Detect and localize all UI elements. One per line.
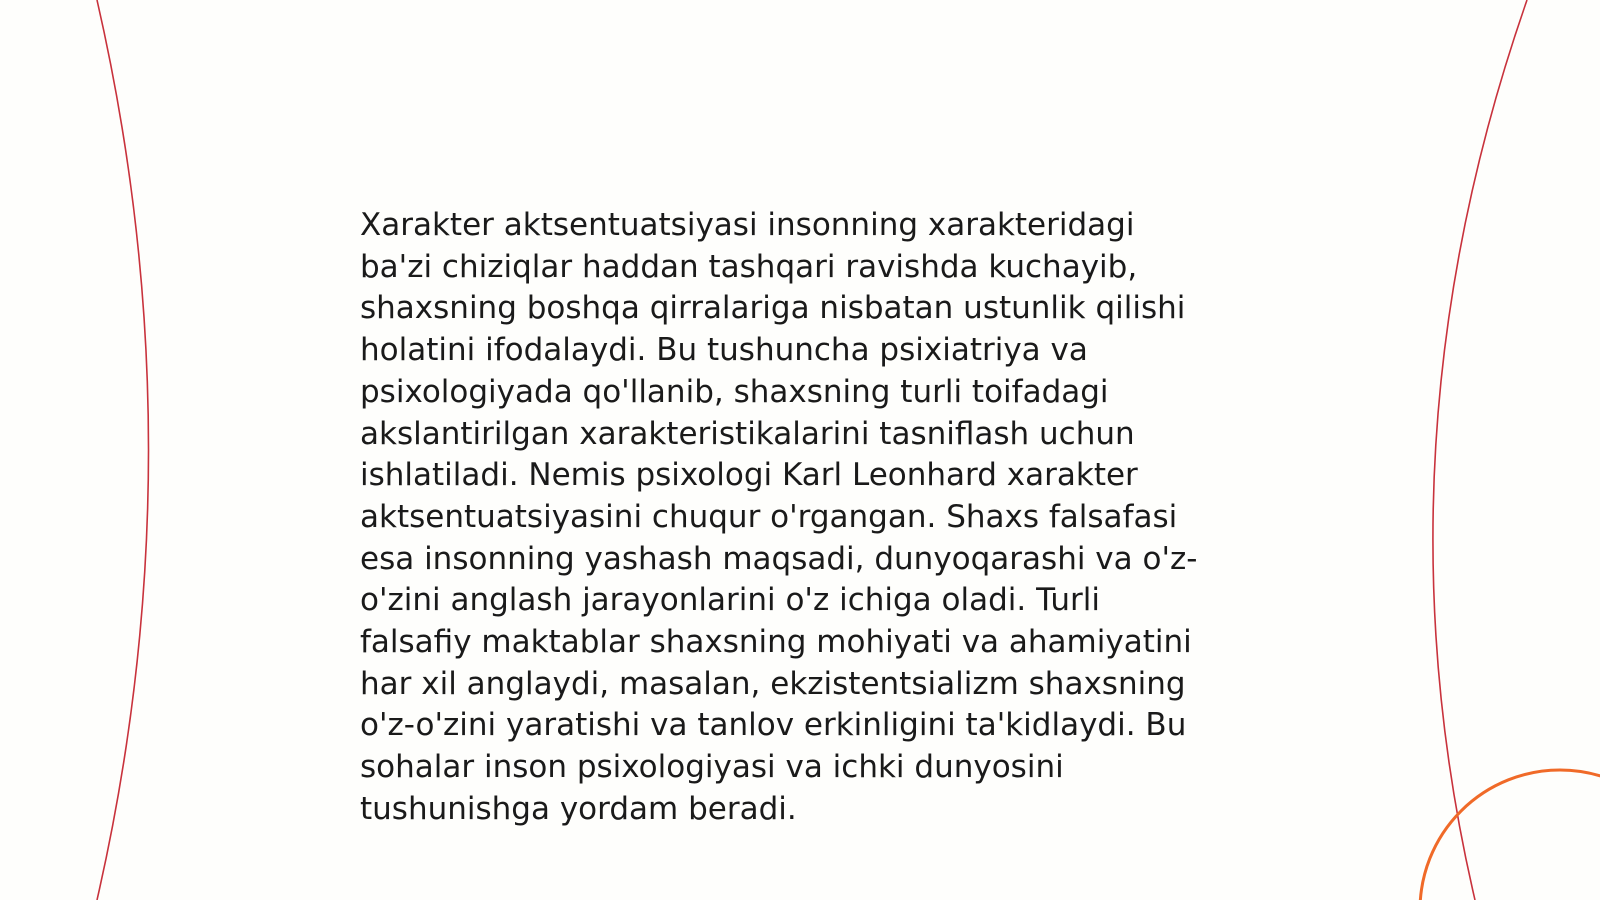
- paragraph-line: falsafiy maktablar shaxsning mohiyati va ahamiyatini: [360, 624, 1192, 661]
- right-arc-line: [1433, 0, 1527, 900]
- paragraph-line: aktsentuatsiyasini chuqur o'rgangan. Shaxs falsafasi: [360, 498, 1178, 535]
- paragraph-line: Xarakter aktsentuatsiyasi insonning xarakteridagi: [360, 207, 1135, 243]
- paragraph-line: tushunishga yordam beradi.: [360, 790, 797, 827]
- paragraph-line: esa insonning yashash maqsadi, dunyoqarashi va o'z-: [360, 540, 1198, 577]
- paragraph-line: ishlatiladi. Nemis psixologi Karl Leonhard xarakter: [360, 457, 1138, 494]
- paragraph-line: sohalar inson psixologiyasi va ichki dunyosini: [360, 749, 1064, 786]
- paragraph-line: o'zini anglash jarayonlarini o'z ichiga oladi. Turli: [360, 582, 1100, 619]
- paragraph-line: ba'zi chiziqlar haddan tashqari ravishda kuchayib,: [360, 248, 1138, 285]
- orange-circle-outline: [1420, 770, 1600, 900]
- paragraph-line: holatini ifodalaydi. Bu tushuncha psixiatriya va: [360, 332, 1088, 369]
- paragraph-line: psixologiyada qo'llanib, shaxsning turli toifadagi: [360, 373, 1109, 410]
- body-paragraph: [360, 205, 1260, 831]
- paragraph-line: shaxsning boshqa qirralariga nisbatan ustunlik qilishi: [360, 290, 1186, 327]
- paragraph-line: o'z-o'zini yaratishi va tanlov erkinligini ta'kidlaydi. Bu: [360, 707, 1187, 744]
- paragraph-line: har xil anglaydi, masalan, ekzistentsializm shaxsning: [360, 665, 1186, 702]
- paragraph-line: akslantirilgan xarakteristikalarini tasniflash uchun: [360, 415, 1135, 452]
- left-arc-line: [97, 0, 149, 900]
